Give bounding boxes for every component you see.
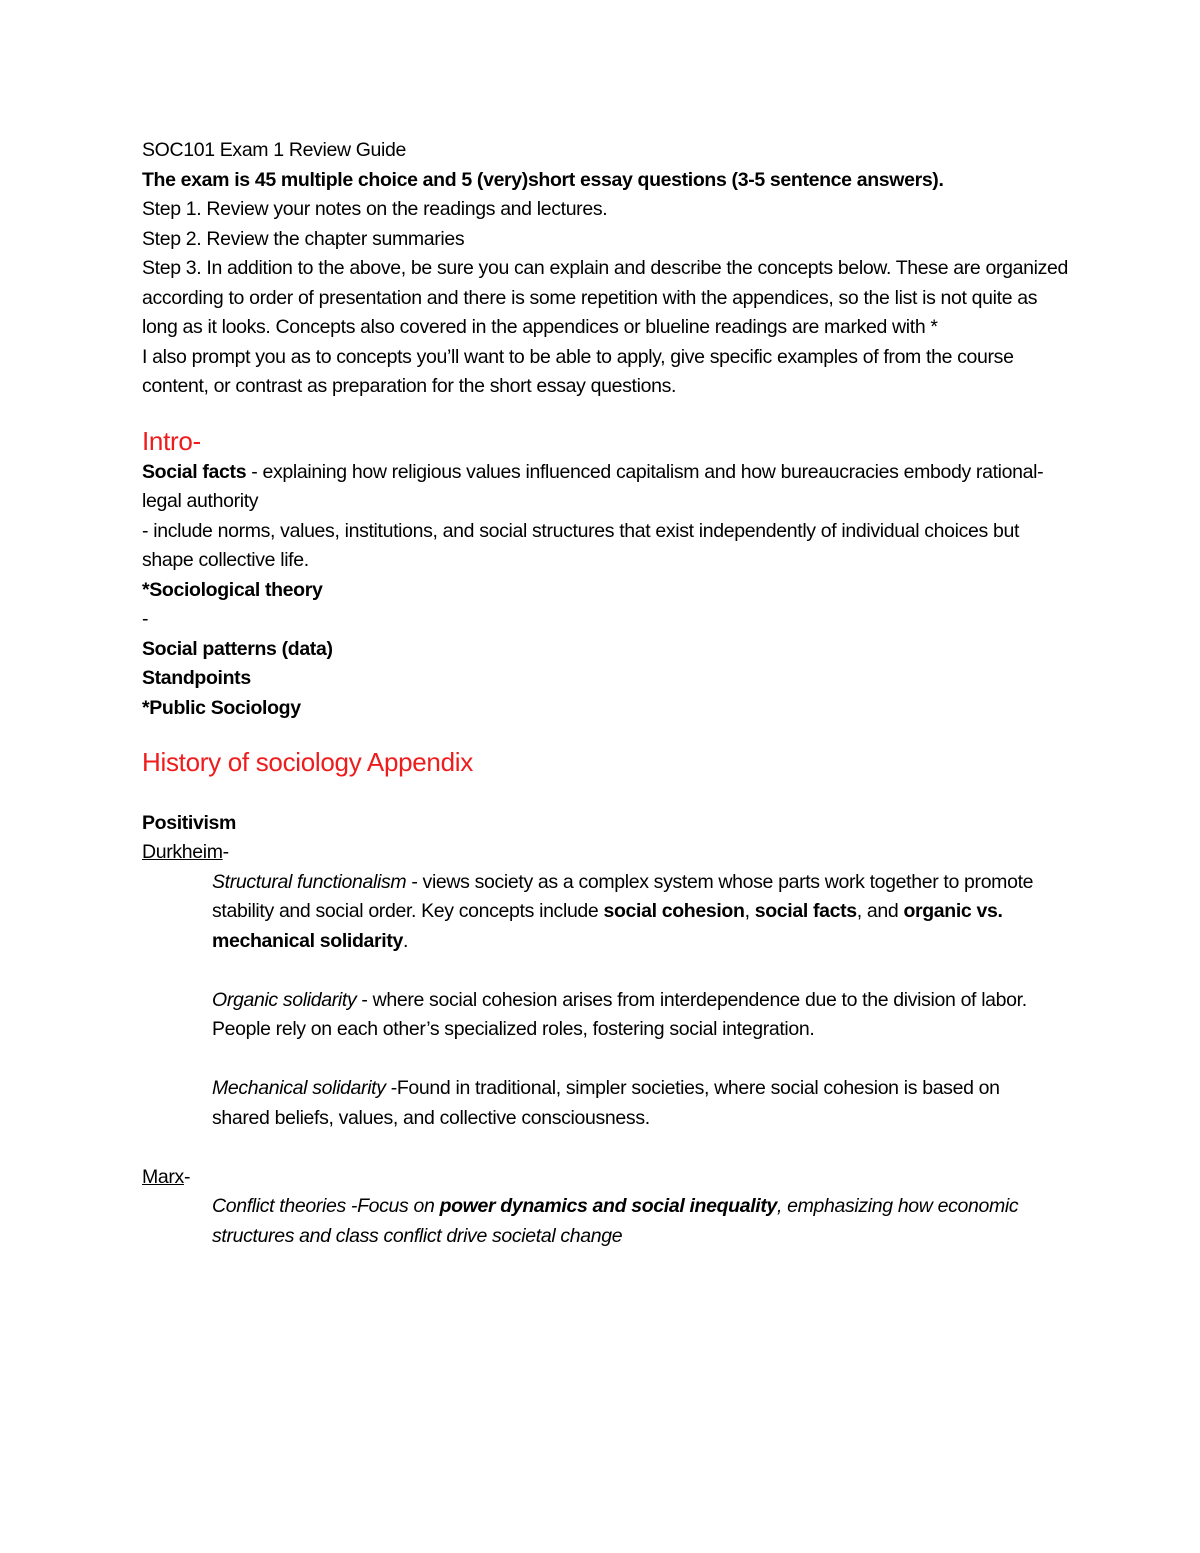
- durkheim-concepts: [142, 868, 1052, 1134]
- mechanical-solidarity-entry: [212, 1074, 1052, 1133]
- history-heading: History of sociology Appendix: [142, 747, 473, 777]
- key-concept-solidarity: organic vs. mechanical solidarity: [212, 900, 1003, 952]
- durkheim-label: [142, 838, 1072, 868]
- intro-heading: Intro-: [142, 425, 201, 456]
- key-concept-sep-1: ,: [744, 900, 755, 922]
- step-2: Step 2. Review the chapter summaries: [142, 227, 465, 250]
- step-1: Step 1. Review your notes on the readings and lectures.: [142, 198, 608, 220]
- structural-functionalism-term: Structural functionalism: [212, 870, 407, 893]
- conflict-theories-emphasis: power dynamics and social inequality: [439, 1195, 777, 1217]
- structural-functionalism-def: - views society as a complex system whose parts work together to promote stability and social order. Key concepts include: [212, 870, 1034, 922]
- organic-solidarity-entry: [212, 986, 1052, 1045]
- conflict-theories-def: , emphasizing how economic structures and class conflict drive societal change: [212, 1195, 1019, 1247]
- key-concept-end: .: [402, 929, 409, 952]
- conflict-theories-term: Conflict theories -Focus on: [212, 1195, 440, 1217]
- social-facts-def: - explaining how religious values influenced capitalism and how bureaucracies embody rational-legal authority: [142, 460, 1044, 512]
- public-sociology: *Public Sociology: [142, 696, 301, 719]
- organic-solidarity-term: Organic solidarity: [212, 988, 357, 1011]
- marx-label: [142, 1163, 1072, 1193]
- step-3: Step 3. In addition to the above, be sure you can explain and describe the concepts below. These are organized according to order of presentation and there is some repetition with the appendices, so the list is not quite as long as it looks. Concepts also covered in the appendices or blueline readings are marked with *: [142, 257, 1068, 338]
- social-facts-def-2: - include norms, values, institutions, and social structures that exist independently of individual choices but shape collective life.: [142, 519, 1020, 571]
- key-concept-social-cohesion: social cohesion: [603, 900, 745, 922]
- marx-suffix: -: [183, 1165, 191, 1188]
- social-patterns: Social patterns (data): [142, 637, 333, 660]
- structural-functionalism-entry: [212, 868, 1052, 957]
- key-concept-sep-2: , and: [856, 900, 904, 922]
- marx-name: Marx: [142, 1165, 184, 1188]
- organic-solidarity-def: - where social cohesion arises from interdependence due to the division of labor. People rely on each other’s specialized roles, fostering social integration.: [212, 988, 1027, 1040]
- theory-dash: -: [142, 608, 149, 630]
- doc-title: SOC101 Exam 1 Review Guide: [142, 139, 407, 161]
- mechanical-solidarity-def: -Found in traditional, simpler societies, where social cohesion is based on shared beliefs, values, and collective consciousness.: [212, 1077, 1000, 1129]
- essay-prompt: I also prompt you as to concepts you’ll want to be able to apply, give specific examples of from the course content, or contrast as preparation for the short essay questions.: [142, 345, 1014, 397]
- standpoints: Standpoints: [142, 667, 251, 689]
- social-facts-term: Social facts: [142, 460, 247, 483]
- document-body: [142, 136, 1072, 1251]
- positivism: Positivism: [142, 811, 237, 834]
- durkheim-suffix: -: [222, 841, 229, 863]
- social-facts-entry: [142, 458, 1072, 517]
- mechanical-solidarity-term: Mechanical solidarity: [212, 1077, 386, 1099]
- sociological-theory: *Sociological theory: [142, 578, 323, 601]
- exam-format: The exam is 45 multiple choice and 5 (very)short essay questions (3-5 sentence answers).: [142, 168, 944, 191]
- marx-concepts: [142, 1192, 1052, 1251]
- key-concept-social-facts: social facts: [754, 900, 857, 922]
- durkheim-name: Durkheim: [142, 841, 223, 863]
- conflict-theories-entry: [212, 1192, 1052, 1251]
